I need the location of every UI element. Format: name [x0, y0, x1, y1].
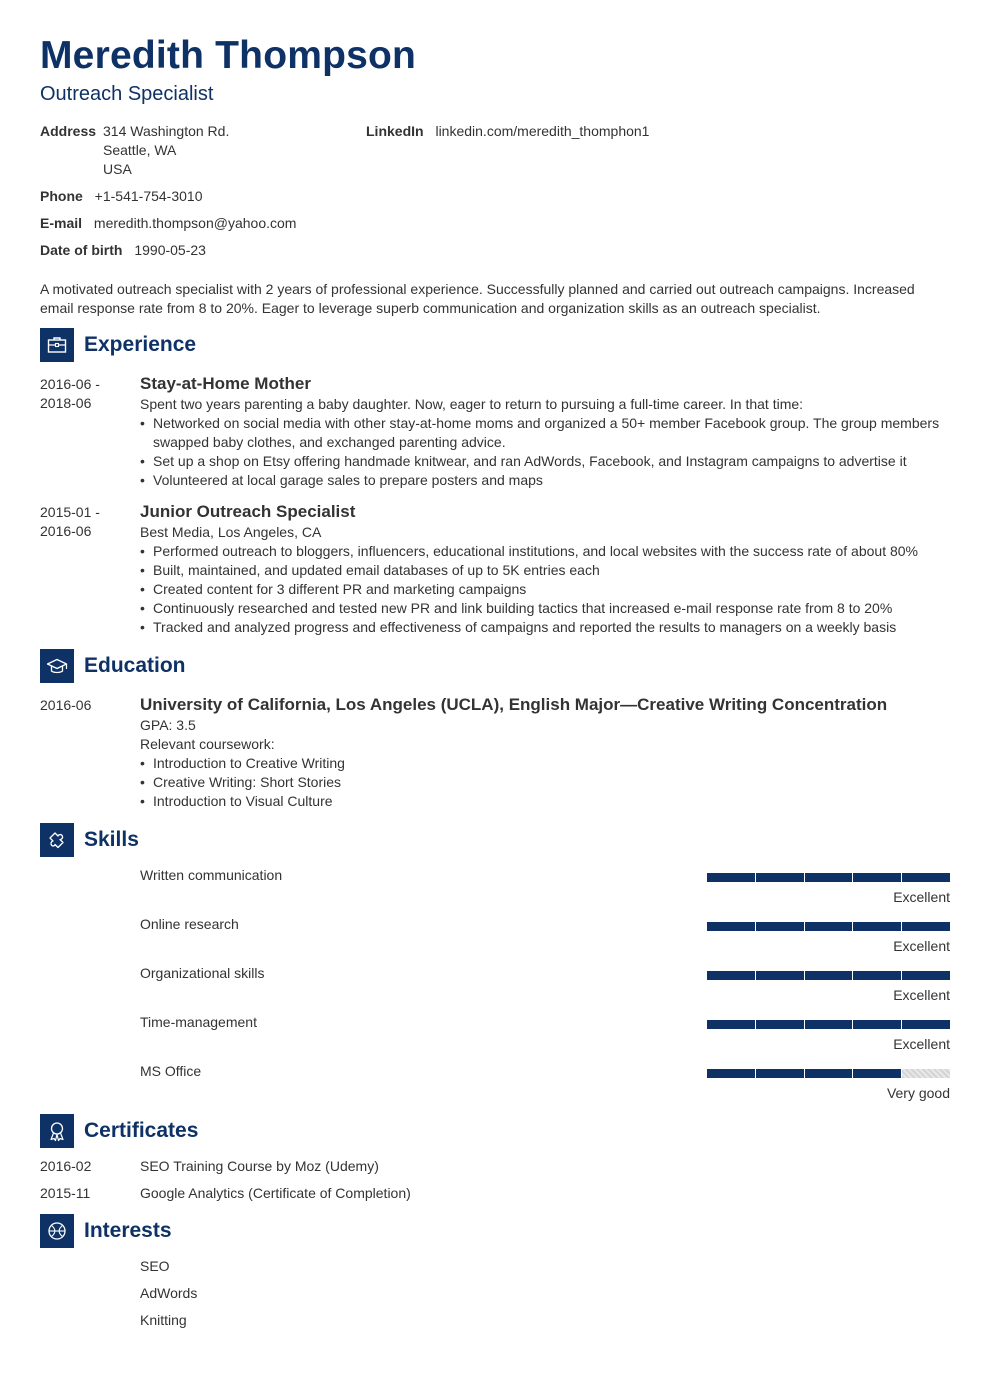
education-title: Education: [84, 654, 186, 677]
phone-value: +1-541-754-3010: [94, 188, 203, 204]
rating-segment-filled: [707, 1020, 755, 1029]
list-item: • Created content for 3 different PR and marketing campaigns: [140, 580, 960, 599]
rating-segment-filled: [853, 1020, 901, 1029]
rating-segment-filled: [707, 1069, 755, 1078]
skill-name: Organizational skills: [140, 965, 265, 981]
rating-segment-filled: [756, 873, 804, 882]
experience-entry: [140, 373, 960, 490]
skill-level: Very good: [886, 1085, 950, 1101]
position-subtitle: Best Media, Los Angeles, CA: [140, 524, 322, 540]
skill-name: Written communication: [140, 867, 283, 883]
list-item: • Tracked and analyzed progress and effectiveness of campaigns and reported the results to managers on a weekly basis: [140, 618, 960, 637]
coursework-label: Relevant coursework:: [140, 736, 275, 752]
email-row: [40, 214, 296, 233]
list-item: • Volunteered at local garage sales to prepare posters and maps: [140, 471, 960, 490]
course-list: [140, 754, 960, 811]
rating-segment-filled: [756, 971, 804, 980]
address-row: [40, 122, 104, 141]
address-line: Seattle, WA: [103, 142, 177, 158]
certificate-date: 2016-02: [40, 1158, 92, 1174]
experience-date: [40, 503, 100, 541]
puzzle-icon: [40, 823, 74, 857]
linkedin-label: LinkedIn: [366, 123, 424, 139]
skill-name: Online research: [140, 916, 239, 932]
skill-level: Excellent: [893, 987, 950, 1003]
skill-rating-bar: [707, 873, 950, 882]
rating-segment-filled: [853, 971, 901, 980]
skill-rating-bar: [707, 971, 950, 980]
address-line: 314 Washington Rd.: [103, 123, 230, 139]
skill-rating-bar: [707, 922, 950, 931]
rating-segment-filled: [805, 1020, 853, 1029]
skill-rating-bar: [707, 1020, 950, 1029]
rating-segment-filled: [902, 873, 950, 882]
bullet-list: [140, 542, 960, 637]
rating-segment-filled: [902, 922, 950, 931]
rating-segment-filled: [805, 1069, 853, 1078]
rating-segment-filled: [902, 971, 950, 980]
position-subtitle: Spent two years parenting a baby daughter. Now, eager to return to pursuing a full-time career. In that time:: [140, 396, 804, 412]
education-entry: [140, 694, 960, 811]
certificate-date: 2015-11: [40, 1185, 91, 1201]
dob-row: [40, 241, 206, 260]
list-item: • Built, maintained, and updated email databases of up to 5K entries each: [140, 561, 960, 580]
skills-title: Skills: [84, 828, 139, 851]
degree-title: University of California, Los Angeles (UCLA), English Major—Creative Writing Concentration: [140, 695, 888, 714]
skill-name: MS Office: [140, 1063, 202, 1079]
experience-date: [40, 375, 100, 413]
skill-name: Time-management: [140, 1014, 257, 1030]
graduation-cap-icon: [40, 649, 74, 683]
address-value: [103, 122, 229, 179]
rating-segment-filled: [707, 971, 755, 980]
interest-item: Knitting: [140, 1312, 187, 1328]
date-end: 2016-06: [40, 523, 92, 539]
email-label: E-mail: [40, 215, 83, 231]
certificates-title: Certificates: [84, 1119, 199, 1142]
linkedin-row: [366, 122, 649, 141]
position-title: Junior Outreach Specialist: [140, 502, 356, 521]
list-item: • Introduction to Visual Culture: [140, 792, 960, 811]
email-value[interactable]: meredith.thompson@yahoo.com: [93, 215, 297, 231]
rating-segment-empty: [902, 1069, 950, 1078]
skill-rating-bar: [707, 1069, 950, 1078]
briefcase-icon: [40, 328, 74, 362]
rating-segment-filled: [805, 873, 853, 882]
education-date: 2016-06: [40, 697, 92, 713]
skill-level: Excellent: [893, 938, 950, 954]
date-start: 2015-01 -: [40, 504, 100, 520]
certificates-header: [40, 1114, 198, 1148]
list-item: • Introduction to Creative Writing: [140, 754, 960, 773]
phone-label: Phone: [40, 188, 83, 204]
date-end: 2018-06: [40, 395, 92, 411]
basketball-icon: [40, 1214, 74, 1248]
education-header: [40, 649, 186, 683]
certificate-name: Google Analytics (Certificate of Completion): [140, 1185, 411, 1201]
candidate-name: Meredith Thompson: [40, 34, 417, 77]
rating-segment-filled: [756, 1069, 804, 1078]
list-item: • Performed outreach to bloggers, influencers, educational institutions, and local websites with the success rate of about 80%: [140, 542, 960, 561]
position-title: Stay-at-Home Mother: [140, 374, 311, 393]
dob-label: Date of birth: [40, 242, 123, 258]
bullet-list: [140, 414, 960, 490]
address-label: Address: [40, 123, 97, 139]
address-line: USA: [103, 161, 132, 177]
phone-row: [40, 187, 202, 206]
award-ribbon-icon: [40, 1114, 74, 1148]
rating-segment-filled: [707, 922, 755, 931]
experience-header: [40, 328, 196, 362]
rating-segment-filled: [756, 922, 804, 931]
list-item: • Networked on social media with other stay-at-home moms and organized a 50+ member Facebook group. The group members swapped baby clothes, and exchanged parenting advice.: [140, 414, 960, 452]
job-title: Outreach Specialist: [40, 83, 214, 105]
profile-summary: A motivated outreach specialist with 2 years of professional experience. Successfully planned and carried out outreach campaigns. Increased email response rate from 8 to 20%. Eager to leverage superb communication and organization skills as an outreach specialist.: [40, 281, 915, 316]
gpa: GPA: 3.5: [140, 717, 196, 733]
certificate-name: SEO Training Course by Moz (Udemy): [140, 1158, 379, 1174]
date-start: 2016-06 -: [40, 376, 100, 392]
list-item: • Creative Writing: Short Stories: [140, 773, 960, 792]
interest-item: SEO: [140, 1258, 170, 1274]
rating-segment-filled: [853, 873, 901, 882]
rating-segment-filled: [853, 1069, 901, 1078]
experience-entry: [140, 501, 960, 637]
experience-title: Experience: [84, 333, 197, 356]
dob-value: 1990-05-23: [134, 242, 206, 258]
rating-segment-filled: [707, 873, 755, 882]
interests-title: Interests: [84, 1219, 172, 1242]
rating-segment-filled: [805, 971, 853, 980]
skill-level: Excellent: [893, 1036, 950, 1052]
rating-segment-filled: [805, 922, 853, 931]
linkedin-value[interactable]: linkedin.com/meredith_thomphon1: [435, 123, 650, 139]
interest-item: AdWords: [140, 1285, 198, 1301]
skill-level: Excellent: [893, 889, 950, 905]
rating-segment-filled: [902, 1020, 950, 1029]
list-item: • Continuously researched and tested new PR and link building tactics that increased e-mail response rate from 8 to 20%: [140, 599, 960, 618]
skills-header: [40, 823, 139, 857]
rating-segment-filled: [853, 922, 901, 931]
interests-header: [40, 1214, 172, 1248]
rating-segment-filled: [756, 1020, 804, 1029]
list-item: • Set up a shop on Etsy offering handmade knitwear, and ran AdWords, Facebook, and Instagram campaigns to advertise it: [140, 452, 960, 471]
